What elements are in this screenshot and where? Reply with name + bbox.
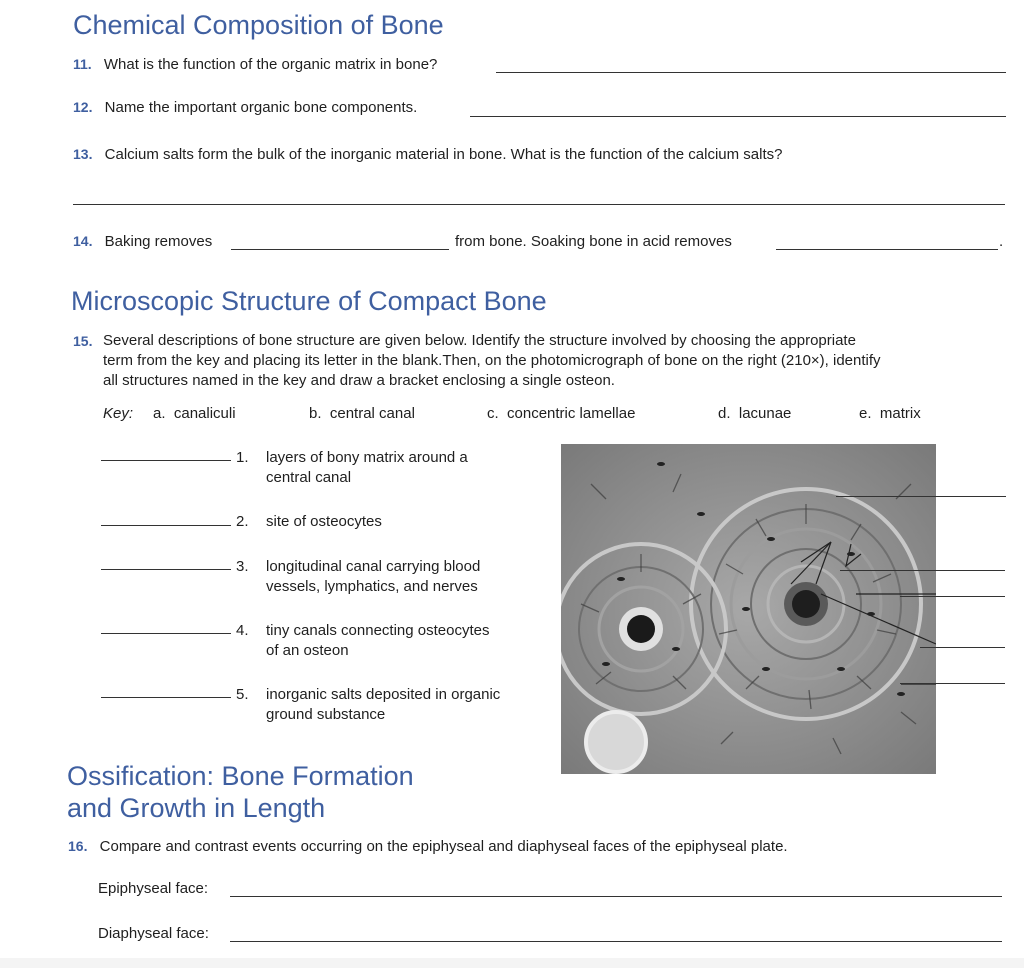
key-label: Key: — [103, 405, 134, 422]
item-4-number: 4. — [236, 622, 249, 639]
question-15-text — [103, 331, 1013, 391]
label-line-2[interactable] — [840, 570, 1005, 571]
question-text: Calcium salts form the bulk of the inorganic material in bone. What is the function of the calcium salts? — [104, 146, 783, 163]
item-1-number: 1. — [236, 449, 249, 466]
item-3-text: longitudinal canal carrying blood vessels, lymphatics, and nerves — [266, 558, 481, 595]
section-title-microscopic-structure: Microscopic Structure of Compact Bone — [71, 286, 547, 316]
diaphyseal-label: Diaphyseal face: — [98, 925, 209, 942]
item-3-number: 3. — [236, 558, 249, 575]
key-item-e: e. matrix — [859, 405, 921, 422]
photomicrograph-image — [561, 444, 936, 774]
question-text-a: Baking removes — [104, 233, 213, 250]
blank-item-4[interactable] — [101, 633, 231, 634]
blank-item-1[interactable] — [101, 460, 231, 461]
label-line-5[interactable] — [900, 683, 1005, 684]
question-15-line-1: Several descriptions of bone structure are given below. Identify the structure involved by choosing the appropriate — [103, 332, 856, 349]
item-1-text: layers of bony matrix around a central canal — [266, 449, 468, 486]
question-number: 16. — [68, 838, 88, 854]
blank-item-5[interactable] — [101, 697, 231, 698]
label-line-3[interactable] — [900, 596, 1005, 597]
answer-line-11[interactable] — [496, 72, 1006, 73]
epiphyseal-label: Epiphyseal face: — [98, 880, 209, 897]
section-title-chemical-composition: Chemical Composition of Bone — [73, 10, 444, 40]
question-number: 13. — [73, 146, 93, 162]
question-text-b: from bone. Soaking bone in acid removes — [455, 233, 732, 250]
question-text: Compare and contrast events occurring on the epiphyseal and diaphyseal faces of the epiphyseal plate. — [99, 838, 788, 855]
key-item-d: d. lacunae — [718, 405, 792, 422]
section-title-ossification: Ossification: Bone Formation and Growth in Length — [67, 761, 414, 823]
item-4-text: tiny canals connecting osteocytes of an osteon — [266, 622, 490, 659]
key-item-c: c. concentric lamellae — [487, 405, 636, 422]
item-5-number: 5. — [236, 686, 249, 703]
item-2-number: 2. — [236, 513, 249, 530]
answer-line-14a[interactable] — [231, 249, 449, 250]
question-12 — [73, 99, 417, 116]
blank-item-3[interactable] — [101, 569, 231, 570]
answer-line-diaphyseal[interactable] — [230, 941, 1002, 942]
question-number: 11. — [73, 56, 92, 72]
question-14 — [73, 233, 212, 250]
question-number: 12. — [73, 99, 93, 115]
question-text: What is the function of the organic matrix in bone? — [103, 56, 438, 73]
answer-line-epiphyseal[interactable] — [230, 896, 1002, 897]
item-2-text: site of osteocytes — [266, 513, 382, 530]
question-16 — [68, 838, 788, 855]
label-line-1[interactable] — [836, 496, 1006, 497]
blank-item-2[interactable] — [101, 525, 231, 526]
question-14-period: . — [999, 233, 1004, 250]
key-item-b: b. central canal — [309, 405, 415, 422]
question-text: Name the important organic bone components. — [104, 99, 418, 116]
question-number: 14. — [73, 233, 93, 249]
question-number-15: 15. — [73, 333, 93, 349]
key-item-a: a. canaliculi — [153, 405, 236, 422]
label-line-4[interactable] — [920, 647, 1005, 648]
answer-line-12[interactable] — [470, 116, 1006, 117]
page-bottom-edge — [0, 958, 1024, 968]
question-11 — [73, 56, 437, 73]
item-5-text: inorganic salts deposited in organic ground substance — [266, 686, 501, 723]
question-15-line-2: term from the key and placing its letter in the blank.Then, on the photomicrograph of bone on the right (210×), identify — [103, 352, 881, 369]
bone-photomicrograph — [561, 444, 936, 774]
answer-line-13[interactable] — [73, 204, 1005, 205]
answer-line-14b[interactable] — [776, 249, 998, 250]
question-15-line-3: all structures named in the key and draw a bracket enclosing a single osteon. — [103, 372, 615, 389]
question-13 — [73, 146, 782, 163]
